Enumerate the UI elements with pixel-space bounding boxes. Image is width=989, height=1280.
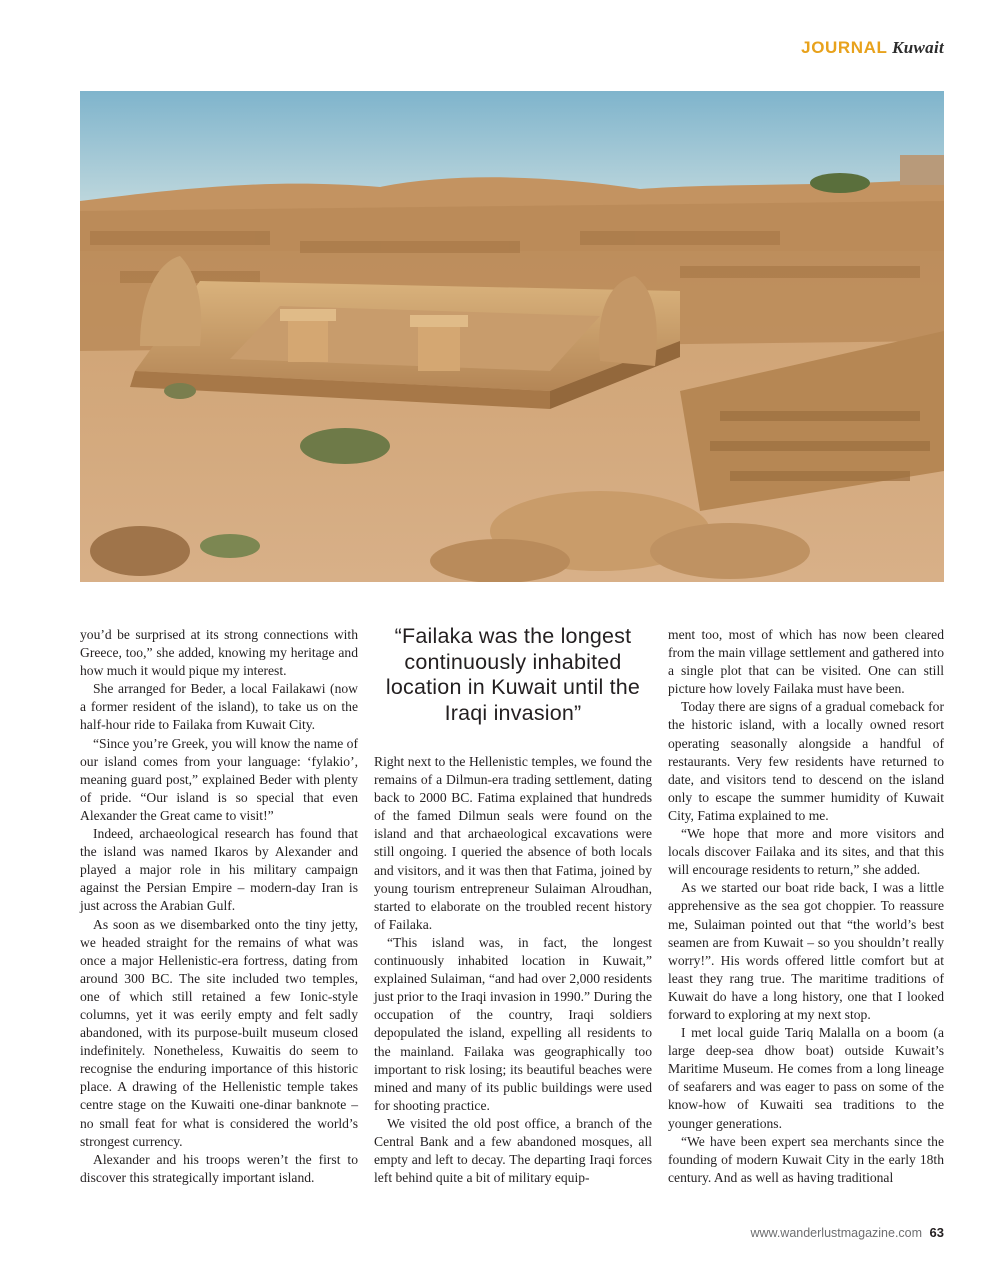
paragraph: “Since you’re Greek, you will know the name of our island comes from your language: ‘fylakio’, meaning guard post,” explained Beder with plenty of pride. “Our island is so special that even Alexander the Great came to visit!”	[80, 735, 358, 823]
temple-ruins-image	[80, 91, 944, 582]
hero-photo	[80, 91, 944, 582]
paragraph: As we started our boat ride back, I was a little apprehensive as the sea got choppier. To reassure me, Sulaiman pointed out that “the world’s best seamen are from Kuwait – so you shouldn’t really worry!”. His words offered little comfort but at least they rang true. The maritime traditions of Kuwait do have a long history, one that I looked forward to exploring at my next stop.	[668, 880, 944, 1022]
magazine-url: www.wanderlustmagazine.com	[750, 1226, 923, 1240]
paragraph: Alexander and his troops weren’t the first to discover this strategically important island.	[80, 1151, 358, 1185]
section-place: Kuwait	[892, 38, 944, 57]
paragraph: As soon as we disembarked onto the tiny jetty, we headed straight for the remains of what was once a major Hellenistic-era fortress, dating from around 300 BC. The site included two temples, one of which still retained a few Ionic-style columns, yet it was eerily empty and felt sadly abandoned, with its purpose-built museum closed indefinitely. Nonetheless, Kuwaitis do seem to recognise the enduring importance of this historic place. A drawing of the Hellenistic temple takes centre stage on the Kuwaiti one-dinar banknote – no small feat for what is considered the world’s strongest currency.	[80, 916, 358, 1149]
paragraph: She arranged for Beder, a local Failakawi (now a former resident of the island), to take us on the half-hour ride to Failaka from Kuwait City.	[80, 681, 358, 733]
page-footer	[750, 1225, 944, 1240]
paragraph: I met local guide Tariq Malalla on a boom (a large deep-sea dhow boat) outside Kuwait’s Maritime Museum. He comes from a long lineage of seafarers and was eager to pass on some of the know-how of Kuwaiti sea traditions to the younger generations.	[668, 1025, 944, 1131]
paragraph: “This island was, in fact, the longest continuously inhabited location in Kuwait,” explained Sulaiman, “and had over 2,000 residents just prior to the Iraqi invasion in 1990.” During the occupation of the country, Iraqi soldiers depopulated the island, expelling all residents to the mainland. Failaka was geographically too important to risk losing; its beautiful beaches were mined and many of its public buildings were used for shooting practice.	[374, 934, 652, 1113]
paragraph: “We hope that more and more visitors and locals discover Failaka and its sites, and that this will encourage residents to return,” she added.	[668, 826, 944, 878]
paragraph: We visited the old post office, a branch of the Central Bank and a few abandoned mosques, all empty and left to decay. The departing Iraqi forces left behind quite a bit of military equip-	[374, 1115, 652, 1186]
paragraph: ment too, most of which has now been cleared from the main village settlement and gathered into a single plot that can be visited. One can still picture how lovely Failaka must have been.	[668, 627, 944, 697]
running-head	[801, 38, 944, 58]
column-left	[80, 626, 358, 1187]
column-right	[668, 626, 944, 1187]
paragraph: Indeed, archaeological research has found that the island was named Ikaros by Alexander and played a major role in his military campaign against the Persian Empire – modern-day Iran is just across the Arabian Gulf.	[80, 826, 358, 914]
section-label: JOURNAL	[801, 38, 888, 57]
paragraph: Right next to the Hellenistic temples, we found the remains of a Dilmun-era trading settlement, dating back to 2000 BC. Fatima explained that hundreds of the famed Dilmun seals were found on the island and that archaeological excavations were still ongoing. I queried the absence of both locals and visitors, and it was then that Fatima, joined by young tourism entrepreneur Sulaiman Alroudhan, started to elaborate on the troubled recent history of Failaka.	[374, 754, 652, 932]
paragraph: Today there are signs of a gradual comeback for the historic island, with a locally owned resort operating seasonally alongside a handful of restaurants. Very few residents have returned to date, and visitors tend to descend on the island only to escape the summer humidity of Kuwait City, Fatima explained to me.	[668, 699, 944, 823]
paragraph: “We have been expert sea merchants since the founding of modern Kuwait City in the early 18th century. And as well as having traditional	[668, 1133, 944, 1185]
pull-quote: “Failaka was the longest continuously inhabited location in Kuwait until the Iraqi invasion”	[385, 624, 641, 725]
column-middle	[374, 753, 652, 1187]
paragraph: you’d be surprised at its strong connections with Greece, too,” she added, knowing my heritage and how much it would pique my interest.	[80, 627, 358, 679]
page-number: 63	[929, 1225, 944, 1240]
